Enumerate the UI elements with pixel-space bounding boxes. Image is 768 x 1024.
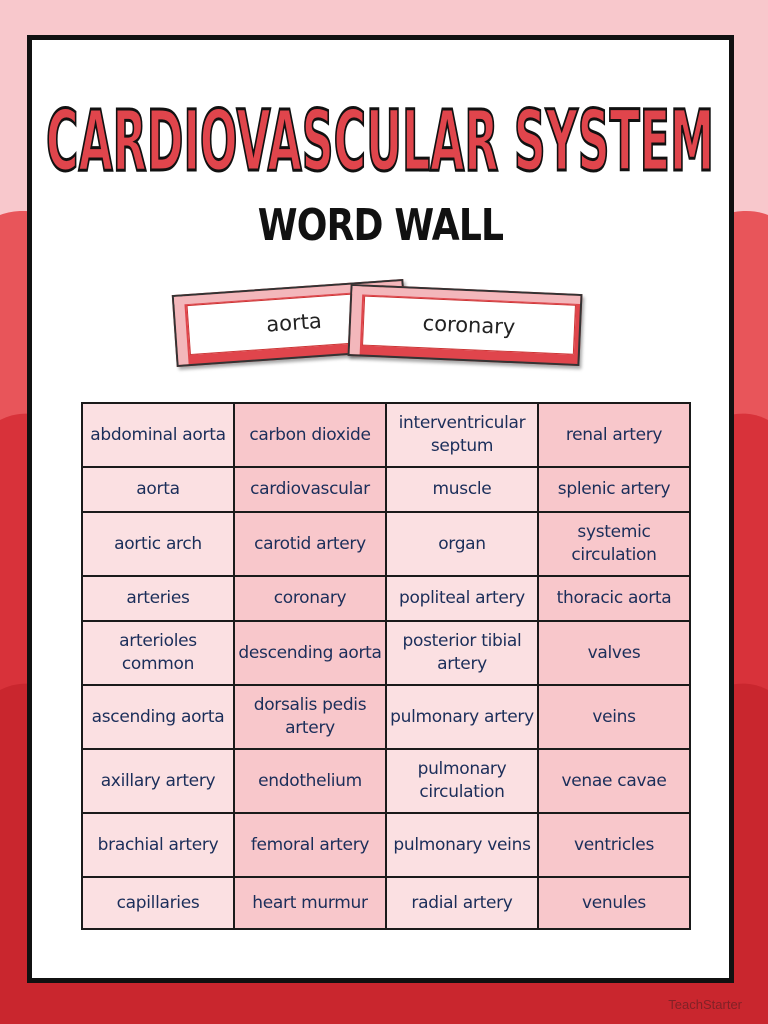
table-row xyxy=(82,685,690,749)
word-cell: femoral artery xyxy=(234,813,386,877)
word-cell: carbon dioxide xyxy=(234,403,386,467)
word-cell: valves xyxy=(538,621,690,685)
teachstarter-logo: TeachStarter xyxy=(668,997,742,1012)
word-cell: ventricles xyxy=(538,813,690,877)
word-cell: descending aorta xyxy=(234,621,386,685)
word-cell: venules xyxy=(538,877,690,929)
word-card-preview xyxy=(348,284,583,366)
poster-title xyxy=(32,70,729,190)
card-word: coronary xyxy=(362,296,576,355)
poster xyxy=(27,35,734,983)
word-cell: pulmonary circulation xyxy=(386,749,538,813)
word-cell: aorta xyxy=(82,467,234,512)
word-cell: cardiovascular xyxy=(234,467,386,512)
word-cell: brachial artery xyxy=(82,813,234,877)
word-cell: thoracic aorta xyxy=(538,576,690,621)
word-cell: carotid artery xyxy=(234,512,386,576)
word-cell: radial artery xyxy=(386,877,538,929)
word-cell: coronary xyxy=(234,576,386,621)
table-row xyxy=(82,813,690,877)
word-cell: venae cavae xyxy=(538,749,690,813)
card-stripe xyxy=(350,286,363,354)
word-cell: veins xyxy=(538,685,690,749)
card-word: aorta xyxy=(187,290,402,355)
word-cell: aortic arch xyxy=(82,512,234,576)
title-block xyxy=(32,70,729,190)
table-row xyxy=(82,621,690,685)
word-cell: renal artery xyxy=(538,403,690,467)
word-cell: systemic circulation xyxy=(538,512,690,576)
word-cell: pulmonary artery xyxy=(386,685,538,749)
word-cell: capillaries xyxy=(82,877,234,929)
table-row xyxy=(82,403,690,467)
word-cell: axillary artery xyxy=(82,749,234,813)
word-cell: pulmonary veins xyxy=(386,813,538,877)
word-cell: splenic artery xyxy=(538,467,690,512)
poster-subtitle: WORD WALL xyxy=(257,200,504,251)
word-cell: heart murmur xyxy=(234,877,386,929)
table-row xyxy=(82,749,690,813)
word-cell: interventricular septum xyxy=(386,403,538,467)
word-cell: popliteal artery xyxy=(386,576,538,621)
word-cell: muscle xyxy=(386,467,538,512)
word-cell: posterior tibial artery xyxy=(386,621,538,685)
word-cell: endothelium xyxy=(234,749,386,813)
table-row xyxy=(82,512,690,576)
word-cell: ascending aorta xyxy=(82,685,234,749)
word-cell: dorsalis pedis artery xyxy=(234,685,386,749)
table-row xyxy=(82,576,690,621)
poster-title-text: CARDIOVASCULAR SYSTEM xyxy=(46,92,714,190)
word-cell: arterioles common xyxy=(82,621,234,685)
word-cell: arteries xyxy=(82,576,234,621)
word-list-table xyxy=(81,402,691,930)
table-row xyxy=(82,877,690,929)
word-cell: abdominal aorta xyxy=(82,403,234,467)
table-row xyxy=(82,467,690,512)
word-cell: organ xyxy=(386,512,538,576)
